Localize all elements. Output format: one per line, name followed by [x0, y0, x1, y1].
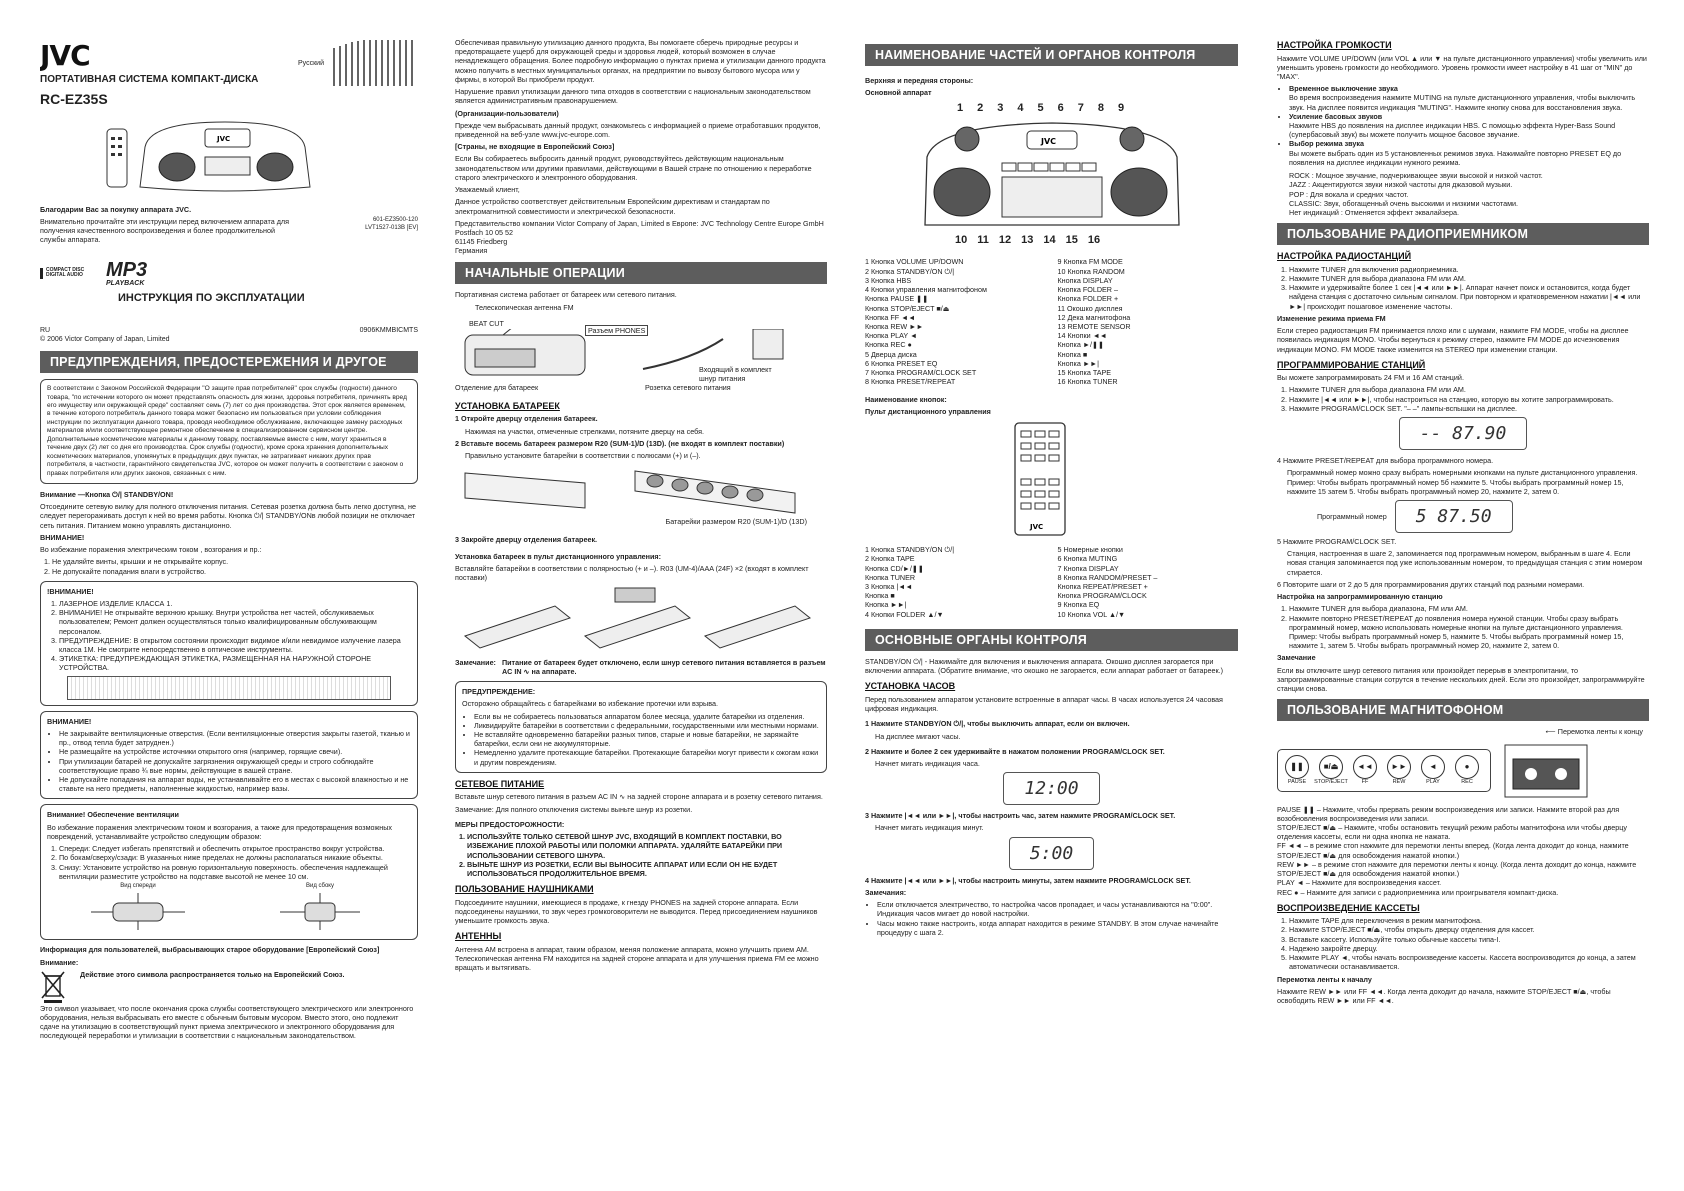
- tape-button-symbol: ◄: [1421, 755, 1445, 779]
- part-item: 6 Кнопка PRESET EQ: [865, 358, 938, 368]
- front-view-label: Вид спереди: [120, 882, 156, 889]
- remote-item: 1 Кнопка STANDBY/ON ⏻/|: [865, 545, 955, 555]
- preset-step-6: 6 Повторите шаги от 2 до 5 для программирования других станций под разными номерами.: [1277, 579, 1585, 589]
- battery-step-2-text: Правильно установите батарейки в соответствии с полюсами (+) и (–).: [465, 450, 701, 460]
- battery-install-heading: УСТАНОВКА БАТАРЕЕК: [455, 400, 560, 411]
- part-item: 15 Кнопка TAPE: [1057, 368, 1112, 378]
- representative-text: Представительство компании Victor Company of Japan, Limited в Европе: JVC Technology Centre Europe GmbH: [455, 218, 824, 228]
- tape-button-label: FF: [1361, 779, 1369, 786]
- caution-heading: ПРЕДУПРЕЖДЕНИЕ:: [462, 687, 536, 697]
- callout-numbers-bottom: [955, 233, 1100, 247]
- clock-step-4: 4 Нажмите |◄◄ или ►►|, чтобы настроить минуты, затем нажмите PROGRAM/CLOCK SET.: [865, 875, 1191, 885]
- mains-text: Вставьте шнур сетевого питания в разъем AC IN ∿ на задней стороне аппарата и в розетку сетевого питания.: [455, 792, 823, 802]
- tape-play-step: 5. Нажмите PLAY ◄, чтобы начать воспроизведение кассеты. Кассета воспроизводится до конца, а затем автоматически останавливается.: [1289, 953, 1649, 971]
- preset-step: 3. Нажмите PROGRAM/CLOCK SET. "– –" лампы-вспышки на дисплее.: [1289, 404, 1649, 413]
- precaution-item: 1. ИСПОЛЬЗУЙТЕ ТОЛЬКО СЕТЕВОЙ ШНУР JVC, ВХОДЯЩИЙ В КОМПЛЕКТ ПОСТАВКИ, ВО ИЗБЕЖАНИЕ ПЛОХОЙ РАБОТЫ ИЛИ ПОЛОМКИ АППАРАТА. УДАЛЯЙТЕ БАТАРЕЙКИ ПРИ ИСПОЛЬЗОВАНИИ СЕТЕВОГО ШНУРА.: [467, 832, 827, 860]
- tape-play-step: 2. Нажмите STOP/EJECT ■/⏏, чтобы открыть дверцу отделения для кассет.: [1289, 925, 1649, 934]
- tune-preset-step: 1. Нажмите TUNER для выбора диапазона, FM или AM.: [1289, 604, 1649, 613]
- callout-number: 16: [1087, 234, 1101, 247]
- volume-heading: НАСТРОЙКА ГРОМКОСТИ: [1277, 40, 1392, 50]
- main-unit-label: Основной аппарат: [865, 88, 932, 98]
- tape-button: [1418, 755, 1448, 786]
- part-item: Кнопка PAUSE ❚❚: [865, 294, 929, 304]
- mains-note: Замечание: Для полного отключения системы выньте шнур из розетки.: [455, 804, 693, 814]
- non-eu-heading: [Страны, не входящие в Европейский Союз]: [455, 142, 615, 152]
- ventilation-warning-box: [40, 711, 418, 800]
- clock-notes-heading: Замечания:: [865, 887, 907, 897]
- caution-text: Осторожно обращайтесь с батарейками во избежание протечки или взрыва.: [462, 699, 718, 709]
- remote-item: Кнопка TUNER: [865, 572, 916, 582]
- tape-button-symbol: ❚❚: [1285, 755, 1309, 779]
- section-header-radio: ПОЛЬЗОВАНИЕ РАДИОПРИЕМНИКОМ: [1277, 223, 1649, 245]
- laser-item: 2. ВНИМАНИЕ! Не открывайте верхнюю крышку. Внутри устройства нет частей, обслуживаемых пользователем; Ремонт должен осуществляться только квалифицированным обслуживающим персоналом.: [59, 608, 411, 636]
- volume-text: Нажмите VOLUME UP/DOWN (или VOL ▲ или ▼ на пульте дистанционного управления) чтобы увеличить или уменьшить уровень громкости до необходимого. Уровень громкости имеет настройку в 41 шаг от "MIN" до "MAX".: [1277, 53, 1647, 81]
- laser-item: 1. ЛАЗЕРНОЕ ИЗДЕЛИЕ КЛАССА 1.: [59, 599, 411, 608]
- standby-heading: Внимание —Кнопка ⏻/| STANDBY/ON!: [40, 489, 174, 499]
- tape-button-description: STOP/EJECT ■/⏏ – Нажмите, чтобы остановить текущий режим работы магнитофона или чтобы дверцу отделения кассеты, если ни одна кнопка не нажата.: [1277, 822, 1627, 842]
- attention-heading: ВНИМАНИЕ!: [40, 532, 85, 542]
- tape-button-symbol: ◄◄: [1353, 755, 1377, 779]
- tape-button-description: REW ►► – в режиме стоп нажмите для перемотки ленты к концу. (Когда лента доходит до конца, нажмите STOP/EJECT ■/⏏ для освобождения нажатой кнопки.): [1277, 859, 1637, 879]
- preset-number-label: Программный номер: [1317, 511, 1387, 521]
- clock-step-1: 1 Нажмите STANDBY/ON ⏻/|, чтобы выключить аппарат, если он включен.: [865, 719, 1130, 729]
- precautions-heading: МЕРЫ ПРЕДОСТОРОЖНОСТИ:: [455, 819, 565, 829]
- headphones-text: Подсоедините наушники, имеющиеся в продаже, к гнезду PHONES на задней стороне аппарата. Если подсоединены наушники, то звук через громкоговорители не выводится. Перед присоединением наушников уменьшите громкость звука.: [455, 897, 818, 926]
- laser-label-image: [67, 676, 391, 700]
- laser-item: 4. ЭТИКЕТКА: ПРЕДУПРЕЖДАЮЩАЯ ЭТИКЕТКА, РАЗМЕЩЕННАЯ НА НАРУЖНОЙ СТОРОНЕ УСТРОЙСТВА.: [59, 654, 411, 672]
- part-item: 2 Кнопка STANDBY/ON ⏻/|: [865, 266, 955, 276]
- tape-button-symbol: ►►: [1387, 755, 1411, 779]
- tape-deck-drawing: [1501, 741, 1591, 801]
- tape-button-symbol: ●: [1455, 755, 1479, 779]
- precaution-item: 2. ВЫНЬТЕ ШНУР ИЗ РОЗЕТКИ, ЕСЛИ ВЫ ВЫНОСИТЕ АППАРАТ ИЛИ ЕСЛИ ОН НЕ БУДЕТ ИСПОЛЬЗОВАТЬСЯ ПРОДОЛЖИТЕЛЬНОЕ ВРЕМЯ.: [467, 860, 827, 878]
- part-item: Кнопка ►►|: [1057, 358, 1099, 368]
- mp3-logo: MP3 PLAYBACK: [106, 258, 148, 288]
- remote-battery-heading: Установка батареек в пульт дистанционного управления:: [455, 551, 662, 561]
- caution-item: • Не вставляйте одновременно батарейки разных типов, старые и новые батарейки, не заряжайте батарейки, если они не аккумуляторные.: [474, 730, 820, 748]
- svg-text:JVC: JVC: [217, 134, 231, 143]
- battery-step-3: 3 Закройте дверцу отделения батареек.: [455, 534, 598, 544]
- part-item: 12 Дека магнитофона: [1057, 312, 1131, 322]
- clock-step-3-text: Начнет мигать индикация минут.: [875, 823, 984, 833]
- eq-mode-item: ROCK : Мощное звучание, подчеркивающее звуки высокой и низкой частот.: [1289, 171, 1543, 181]
- remote-item: Кнопка REPEAT/PRESET +: [1057, 582, 1148, 592]
- print-code: 0906KMMBICMTS: [359, 327, 418, 335]
- mute-heading: Временное выключение звука: [1289, 84, 1398, 94]
- attention-item: 1. Не удаляйте винты, крышки и не открывайте корпус.: [52, 557, 418, 566]
- language-label: Русский: [298, 60, 324, 67]
- part-item: 8 Кнопка PRESET/REPEAT: [865, 377, 956, 387]
- presetting-heading: ПРОГРАММИРОВАНИЕ СТАНЦИЙ: [1277, 359, 1426, 370]
- battery-step-1-text: Нажимая на участки, отмеченные стрелками, потяните дверцу на себя.: [465, 426, 704, 436]
- tape-play-step: 3. Вставьте кассету. Используйте только обычные кассеты типа-I.: [1289, 935, 1649, 944]
- clock-intro: Перед пользованием аппаратом установите встроенные в аппарат часы. В часах используется 24 часовая цифровая индикация.: [865, 694, 1223, 714]
- tuning-step: 2. Нажмите TUNER для выбора диапазона FM или AM.: [1289, 274, 1649, 283]
- clock-display-minute: 5:00: [1009, 837, 1094, 870]
- remote-item: 7 Кнопка DISPLAY: [1057, 563, 1119, 573]
- copyright: © 2006 Victor Company of Japan, Limited: [40, 336, 170, 344]
- org-heading: (Организации-пользователи): [455, 108, 559, 118]
- battery-step-2: 2 Вставьте восемь батареек размером R20 (SUM-1)/D (13D). (не входят в комплект поставки): [455, 438, 785, 448]
- battery-caution-box: [455, 681, 827, 773]
- laser-heading: !ВНИМАНИЕ!: [47, 586, 94, 596]
- part-item: 10 Кнопка RANDOM: [1057, 266, 1125, 276]
- callout-number: 1: [957, 102, 964, 115]
- address-line: Германия: [455, 246, 488, 256]
- remote-item: 5 Номерные кнопки: [1057, 545, 1123, 555]
- radio-note-heading: Замечание: [1277, 653, 1316, 663]
- rewind-label: ⟵ Перемотка ленты к концу: [1545, 727, 1643, 737]
- hbs-text: Нажмите HBS до появления на дисплее индикации HBS. С помощью эффекта Hyper-Bass Sound (супербасовый звук) вы можете получить мощное басовое звучание.: [1289, 121, 1616, 140]
- laser-item: 3. ПРЕДУПРЕЖДЕНИЕ: В открытом состоянии происходит видимое и/или невидимое излучение лазера класса 1М. Не смотрите непосредственно в оптические инструменты.: [59, 636, 411, 654]
- part-item: Кнопка FOLDER –: [1057, 285, 1118, 295]
- service-life-box: [40, 379, 418, 484]
- parts-list-left: [865, 257, 1046, 386]
- remote-battery-text: Вставляйте батарейки в соответствии с полярностью (+ и –). R03 (UM-4)/AAA (24F) ×2 (входят в комплект поставки): [455, 564, 809, 583]
- callout-number: 2: [977, 102, 984, 115]
- standby-text: Отсоедините сетевую вилку для полного отключения питания. Сетевая розетка должна быть легко доступна, не следует перегораживать доступ к ней во время работы. Кнопка ⏻/| STANDBY/ONв любой позиции не отключает сеть питания. Питанием можно управлять дистанционно.: [40, 502, 416, 530]
- remote-item: 4 Кнопки FOLDER ▲/▼: [865, 609, 944, 619]
- svg-text:JVC: JVC: [1030, 522, 1044, 531]
- beat-cut-label: BEAT CUT: [469, 318, 504, 328]
- vent-item: • Не допускайте попадания на аппарат воды, не устанавливайте его в местах с высокой влажностью и не ставьте на него предметы, наполненные жидкостью, например вазы.: [59, 775, 411, 793]
- section-header-tape: ПОЛЬЗОВАНИЕ МАГНИТОФОНОМ: [1277, 699, 1649, 721]
- callout-number: 7: [1077, 102, 1084, 115]
- hbs-heading: Усиление басовых звуков: [1289, 111, 1383, 121]
- power-cord-label: Входящий в комплект шнур питания: [699, 364, 772, 384]
- tape-controls-panel: [1277, 749, 1491, 792]
- model-number: RC-EZ35S: [40, 90, 108, 107]
- section-header-warnings: ПРЕДУПРЕЖДЕНИЯ, ПРЕДОСТЕРЕЖЕНИЯ И ДРУГОЕ: [40, 351, 418, 373]
- eq-mode-item: POP : Для вокала и средних частот.: [1289, 189, 1409, 199]
- preset-step: 2. Нажмите |◄◄ или ►►|, чтобы настроиться на станцию, которую вы хотите запрограммировать.: [1289, 395, 1649, 404]
- preset-step-4: 4 Нажмите PRESET/REPEAT для выбора программного номера.: [1277, 456, 1494, 466]
- preset-step-5: 5 Нажмите PROGRAM/CLOCK SET.: [1277, 537, 1397, 547]
- laser-warning-box: [40, 581, 418, 706]
- button-names-label: Наименование кнопок:: [865, 394, 947, 404]
- radio-note-text: Если вы отключите шнур сетевого питания или произойдет перерыв в электропитании, то запрограммированные станции сотрутся в течение нескольких дней. Если это произойдет, запрограммируйте станции снова.: [1277, 665, 1645, 694]
- tune-preset-heading: Настройка на запрограммированную станцию: [1277, 592, 1443, 602]
- part-item: Кнопка STOP/EJECT ■/⏏: [865, 303, 950, 313]
- side-view-diagram: [265, 891, 375, 931]
- vent-heading: ВНИМАНИЕ!: [47, 716, 92, 726]
- fm-mode-text: Если стерео радиостанция FM принимается плохо или с шумами, нажмите FM MODE, чтобы на дисплее появилась индикация MONO. Чтобы вернуться к режиму стерео, нажмите FM MODE до исчезновения индикации MONO. FM MODE также изменится на STEREO при изменении станции.: [1277, 326, 1629, 354]
- battery-size-label: Батарейки размером R20 (SUM-1)/D (13D): [665, 517, 807, 527]
- address-line: 61145 Friedberg: [455, 237, 508, 247]
- callout-number: 3: [997, 102, 1004, 115]
- vent-item: • При утилизации батарей не допускайте загрязнения окружающей среды и строго соблюдайте соответствующие право ¾ вые нормы, действующие в вашей стране.: [59, 757, 411, 775]
- clock-setting-heading: УСТАНОВКА ЧАСОВ: [865, 681, 956, 692]
- part-item: Кнопка REC ●: [865, 340, 912, 350]
- column-2: [455, 38, 827, 1171]
- rewind-text: Нажмите REW ►► или FF ◄◄. Когда лента доходит до начала, нажмите STOP/EJECT ■/⏏, чтобы освободить REW ►► или FF ◄◄.: [1277, 986, 1611, 1005]
- remote-item: 9 Кнопка EQ: [1057, 600, 1100, 610]
- caution-item: • Если вы не собираетесь пользоваться аппаратом более месяца, удалите батарейки из отделения.: [474, 712, 820, 721]
- dear-customer: Уважаемый клиент,: [455, 185, 520, 195]
- remote-item: 6 Кнопка MUTING: [1057, 554, 1118, 564]
- preset-step-4-text: Программный номер можно сразу выбрать номерными кнопками на пульте дистанционного управления. Пример: Чтобы выбрать программный номер 5б нажмите 5. Чтобы выбрать программный номер 15, нажмите 15 затем 5. Чтобы выбрать программный номер 20, нажмите 2, затем 0.: [1287, 468, 1638, 496]
- ventilation-setup-box: [40, 804, 418, 940]
- disposal-text: Это символ указывает, что после окончания срока службы соответствующего электрического или электронного оборудования, нельзя выбрасывать его вместе с обычным бытовым мусором. Вместо этого, оно подлежит сдаче на утилизацию в соответствующий пункт приема электрического и электронного оборудования для последующей переработки и утилизации в соответствии с национальным законодательством.: [40, 1003, 414, 1041]
- rewind-heading: Перемотка ленты к началу: [1277, 974, 1372, 984]
- callout-number: 6: [1057, 102, 1064, 115]
- front-view-diagram: [83, 891, 193, 931]
- callout-number: 12: [998, 234, 1012, 247]
- vent2-item: 1. Спереди: Следует избегать препятствий и обеспечить открытое пространство вокруг устройства.: [59, 844, 411, 853]
- remote-item: 8 Кнопка RANDOM/PRESET –: [1057, 572, 1158, 582]
- clock-step-2: 2 Нажмите и более 2 сек удерживайте в нажатом положении PROGRAM/CLOCK SET.: [865, 746, 1165, 756]
- tape-button-symbol: ■/⏏: [1319, 755, 1343, 779]
- eq-mode-item: Нет индикаций : Отменяется эффект эквалайзера.: [1289, 208, 1459, 218]
- non-eu-text: Если Вы собираетесь выбросить данный продукт, руководствуйтесь действующим национальным законодательством или другими правилами, действующими в Вашей стране по отношению к переработке старого электрического и электронного оборудования.: [455, 154, 812, 182]
- phones-jack-label: Разъем PHONES: [585, 325, 648, 336]
- tape-button-description: REC ● – Нажмите для записи с радиоприемника или проигрывателя компакт-диска.: [1277, 887, 1559, 897]
- catalog-code-2: LVT1527-013B [EV]: [365, 224, 418, 231]
- violation-text: Нарушение правил утилизации данного типа отходов в соответствии с национальным законодательством является административным правонарушением.: [455, 87, 811, 106]
- note-label: Замечание:: [455, 657, 496, 667]
- remote-item: 2 Кнопка TAPE: [865, 554, 915, 564]
- note-text: Питание от батареек будет отключено, если шнур сетевого питания вставляется в разъем AC IN ∿ на аппарате.: [501, 657, 826, 676]
- caution-item: • Ликвидируйте батарейки в соответствии с федеральными, государственными или местными нормами.: [474, 721, 820, 730]
- callout-number: 5: [1037, 102, 1044, 115]
- attention-text: Во избежание поражения электрическим током , возгорания и пр.:: [40, 545, 262, 555]
- clock-step-1-text: На дисплее мигают часы.: [875, 731, 961, 741]
- clock-display-hour: 12:00: [1003, 772, 1099, 805]
- remote-item: Кнопка PROGRAM/CLOCK: [1057, 591, 1147, 601]
- tape-play-heading: ВОСПРОИЗВЕДЕНИЕ КАССЕТЫ: [1277, 902, 1420, 913]
- side-view-label: Вид сбоку: [306, 882, 334, 889]
- callout-numbers-top: [957, 101, 1124, 115]
- part-item: Кнопка PLAY ◄: [865, 331, 918, 341]
- callout-number: 8: [1097, 102, 1104, 115]
- part-item: Кнопка ►/❚❚: [1057, 340, 1104, 350]
- remote-item: Кнопка CD/►/❚❚: [865, 563, 924, 573]
- remote-item: 3 Кнопка |◄◄: [865, 582, 913, 592]
- jvc-logo: JVC: [40, 39, 90, 72]
- part-item: 9 Кнопка FM MODE: [1057, 257, 1123, 267]
- tape-button-label: STOP/EJECT: [1314, 779, 1348, 786]
- part-item: 7 Кнопка PROGRAM/CLOCK SET: [865, 368, 977, 378]
- tuner-display: -- 87.90: [1399, 417, 1528, 450]
- tape-button-description: FF ◄◄ – в режиме стоп нажмите для перемотки ленты вперед. (Когда лента доходит до конца, нажмите STOP/EJECT ■/⏏ для освобождения нажатой кнопки.): [1277, 841, 1629, 860]
- preset-display: 5 87.50: [1395, 500, 1513, 533]
- tape-button-description: PAUSE ❚❚ – Нажмите, чтобы прервать режим воспроизведения или записи. Нажмите второй раз для возобновления воспроизведения или записи.: [1277, 804, 1620, 823]
- callout-number: 11: [977, 234, 989, 247]
- column-3: [865, 38, 1238, 1171]
- part-item: Кнопка FOLDER +: [1057, 294, 1119, 304]
- part-item: 1 Кнопка VOLUME UP/DOWN: [865, 257, 964, 267]
- fm-antenna-label: Телескопическая антенна FM: [475, 302, 574, 312]
- preset-step-5-text: Станция, настроенная в шаге 2, запоминается под программным номером, выбранным в шаге 4. Если новая станция запоминается под уже использованным номером, то предыдущая станция с этим номером стирается.: [1287, 549, 1643, 577]
- tuning-heading: НАСТРОЙКА РАДИОСТАНЦИЙ: [1277, 251, 1412, 262]
- tune-preset-step: 2. Нажмите повторно PRESET/REPEAT до появления номера нужной станции. Чтобы сразу выбрать программный номер, можно использовать номерные кнопки на пульте дистанционного управления. Пример: Чтобы выбрать программный номер 5, нажмите 5. Чтобы выбрать программный номер 15, нажмите 1, затем 5. Чтобы выбрать программный номер 20, нажмите 2, затем 0.: [1289, 614, 1649, 651]
- sound-mode-text: Вы можете выбрать один из 5 установленных режимов звука. Нажимайте повторно PRESET EQ до появления на дисплее индикации нужного режима.: [1289, 148, 1622, 167]
- clock-step-3: 3 Нажмите |◄◄ или ►►|, чтобы настроить час, затем нажмите PROGRAM/CLOCK SET.: [865, 811, 1176, 821]
- standby-description: STANDBY/ON ⏻/| - Нажимайте для включения и выключения аппарата. Окошко дисплея загорается при включении аппарата. (Обратите внимание, что окошко не загорается, если аппарат работает от батареек.): [865, 656, 1224, 676]
- vent2-heading: Внимание! Обеспечение вентиляции: [47, 810, 179, 820]
- clock-note: • Если отключается электричество, то настройка часов пропадает, и часы устанавливаются на "0:00". Индикация часов мигает до новой настройки.: [877, 900, 1238, 918]
- conformity-text: Данное устройство соответствует действительным Европейским директивам и стандартам по электромагнитной совместимости и электрической безопасности.: [455, 197, 770, 216]
- intro-text: Внимательно прочитайте эти инструкции перед включением аппарата для получения качественного воспроизведения и более продолжительной службы аппарата.: [40, 216, 289, 245]
- caution-item: • Немедленно удалите протекающие батарейки. Протекающие батарейки могут привести к ожогам кожи и другим повреждениям.: [474, 748, 820, 766]
- battery-compartment-label: Отделение для батареек: [455, 382, 539, 392]
- tape-button: [1282, 755, 1312, 786]
- product-title: ПОРТАТИВНАЯ СИСТЕМА КОМПАКТ-ДИСКА: [40, 73, 259, 85]
- part-item: Кнопка ■: [1057, 349, 1088, 359]
- clock-note: • Часы можно также настроить, когда аппарат находится в режиме STANDBY. В этом случае начинайте процедуру с шага 2.: [877, 919, 1238, 937]
- tape-button: [1316, 755, 1346, 786]
- part-item: 11 Окошко дисплея: [1057, 303, 1123, 313]
- tape-button-label: PAUSE: [1287, 779, 1307, 786]
- tape-button: [1350, 755, 1380, 786]
- sound-mode-heading: Выбор режима звука: [1289, 139, 1364, 149]
- parts-list-right: [1058, 257, 1239, 386]
- callout-number: 15: [1065, 234, 1078, 247]
- remote-list-left: [865, 545, 1046, 619]
- remote-control-drawing: [985, 419, 1105, 539]
- remote-battery-drawing: [455, 586, 815, 656]
- remote-control-label: Пульт дистанционного управления: [865, 406, 991, 416]
- battery-step-1: 1 Откройте дверцу отделения батареек.: [455, 414, 598, 424]
- address-line: Postfach 10 05 52: [455, 227, 513, 237]
- tape-play-step: 1. Нажмите TAPE для переключения в режим магнитофона.: [1289, 916, 1649, 925]
- remote-item: Кнопка ■: [865, 591, 895, 601]
- tape-button: [1384, 755, 1414, 786]
- antennas-text: Антенна AM встроена в аппарат, таким образом, меняя положение аппарата, можно улучшить прием AM. Телескопическая антенна FM находится на задней стороне аппарата и для улучшения приема FM ее можно вращать и вытягивать.: [455, 944, 819, 973]
- compact-disc-logo: COMPACT DISC DIGITAL AUDIO: [40, 268, 92, 279]
- column-4: [1277, 38, 1649, 1171]
- preset-step: 1. Нажмите TUNER для выбора диапазона FM или AM.: [1289, 385, 1649, 394]
- eq-mode-item: JAZZ : Акцентируются звуки низкой частоты для джазовой музыки.: [1289, 180, 1513, 190]
- callout-number: 10: [955, 234, 968, 247]
- tape-button-descriptions: [1277, 805, 1649, 897]
- tape-button-label: REC: [1461, 779, 1473, 786]
- part-item: 13 REMOTE SENSOR: [1057, 321, 1131, 331]
- battery-insertion-drawing: [455, 463, 815, 515]
- tuning-step: 3. Нажмите и удерживайте более 1 сек |◄◄ или ►►|. Аппарат начнет поиск и остановится, когда будет найдена станция с достаточно сильным сигналом. При повторном и кратковременном нажатии |◄◄ или ►►| происходит пошаговое изменение частоты.: [1289, 283, 1649, 311]
- part-item: Кнопка FF ◄◄: [865, 312, 916, 322]
- part-item: 4 Кнопки управления магнитофоном: [865, 285, 987, 295]
- clock-step-2-text: Начнет мигать индикация часа.: [875, 758, 980, 768]
- part-item: Кнопка DISPLAY: [1057, 275, 1113, 285]
- section-header-getting-started: НАЧАЛЬНЫЕ ОПЕРАЦИИ: [455, 262, 827, 284]
- presetting-text: Вы можете запрограммировать 24 FM и 16 AM станций.: [1277, 373, 1464, 383]
- part-item: 14 Кнопки ◄◄: [1057, 331, 1107, 341]
- boombox-illustration: [105, 117, 335, 197]
- attention-item: 2. Не допускайте попадания влаги в устройство.: [52, 567, 418, 576]
- antennas-heading: АНТЕННЫ: [455, 931, 502, 942]
- tuning-step: 1. Нажмите TUNER для включения радиоприемника.: [1289, 265, 1649, 274]
- mains-heading: СЕТЕВОЕ ПИТАНИЕ: [455, 778, 545, 789]
- power-source-text: Портативная система работает от батареек или сетевого питания.: [455, 289, 677, 299]
- catalog-code-1: 601-EZ3500-120: [372, 216, 418, 223]
- callout-number: 4: [1017, 102, 1024, 115]
- column-1: [40, 38, 418, 1171]
- remote-item: 10 Кнопка VOL ▲/▼: [1057, 609, 1126, 619]
- fm-mode-heading: Изменение режима приема FM: [1277, 313, 1386, 323]
- part-item: 16 Кнопка TUNER: [1057, 377, 1118, 387]
- remote-list-right: [1058, 545, 1239, 619]
- vent2-item: 3. Снизу: Установите устройство на ровную горизонтальную поверхность. обеспечения надлежащей вентиляции разместите устройство на подставке высотой не менее 10 см.: [59, 863, 411, 881]
- callout-number: 14: [1043, 234, 1056, 247]
- manual-title: ИНСТРУКЦИЯ ПО ЭКСПЛУАТАЦИИ: [118, 292, 305, 305]
- part-item: Кнопка REW ►►: [865, 321, 924, 331]
- main-unit-figure: [865, 101, 1238, 251]
- vent2-text: Во избежание поражения электрическим током и возгорания, а также для предотвращения возможных повреждений, устанавливайте устройство следующим образом:: [47, 822, 392, 841]
- svg-text:JVC: JVC: [1041, 137, 1057, 147]
- vent-item: • Не закрывайте вентиляционные отверстия. (Если вентиляционные отверстия закрыты газетой, тканью и пр., отвод тепла будет затруднен.): [59, 729, 411, 747]
- crossed-bin-icon: [40, 970, 66, 1004]
- recycling-text: Обеспечивая правильную утилизацию данного продукта, Вы помогаете сберечь природные ресурсы и предотвращаете ущерб для окружающей среды и здоровья людей, который возможен в случае ненадлежащего обращения. Более подробную информацию о пунктах приема и утилизации данного продукта можно получить в местных муниципальных органах, на предприятии по вывозу бытового мусора или у фирмы, в которой Вы приобрели продукт.: [455, 38, 826, 84]
- thanks-text: Благодарим Вас за покупку аппарата JVC.: [40, 204, 192, 214]
- disposal-attention: Внимание:: [40, 957, 79, 967]
- service-life-text: В соответствии с Законом Российской Федерации "О защите прав потребителей" срок службы (годности) данного товара, "по истечении которого он может представлять опасность для жизни, здоровья потребителя, причинять вред его имуществу или окружающей среде" составляет семь (7) лет со дня производства. Этот срок является временем, в течение которого потребитель данного товара может безопасно им пользоваться при условии соблюдения инструкции по эксплуатации данного товара, проводя необходимое обслуживание, включающее замену расходных материалов и/или соответствующее ремонтное обеспечение в специализированном сервисном центре. Дополнительные косметические материалы к данному товару, поставляемые вместе с ним, могут храниться в течение двух (2) лет со дня его производства. Срок службы (годности), кроме срока хранения дополнительных косметических материалов, упомянутых в предыдущих двух пунктах, не затрагивает никаких других прав потребителя, в частности, гарантийного свидетельства JVC, которое он может получить в соответствии с законом о правах потребителя или других законов, связанных с ним.: [47, 385, 407, 477]
- tape-button-label: REW: [1392, 779, 1406, 786]
- vent2-item: 2. По бокам/сверху/сзади: В указанных ниже пределах не должны располагаться никакие объекты.: [59, 853, 411, 862]
- eq-mode-item: CLASSIC: Звук, обогащенный очень высокими и низкими частотами.: [1289, 198, 1519, 208]
- org-text: Прежде чем выбрасывать данный продукт, ознакомьтесь с информацией о приеме отработавших продуктов, приведенной на веб-узле www.jvc-europe.com.: [455, 120, 821, 139]
- section-header-parts: НАИМЕНОВАНИЕ ЧАСТЕЙ И ОРГАНОВ КОНТРОЛЯ: [865, 44, 1238, 66]
- part-item: 3 Кнопка HBS: [865, 275, 912, 285]
- remote-item: Кнопка ►►|: [865, 600, 907, 610]
- region-code: RU: [40, 327, 51, 335]
- callout-number: 9: [1118, 102, 1125, 115]
- tape-play-step: 4. Надежно закройте дверцу.: [1289, 944, 1649, 953]
- stripes-graphic: [330, 38, 418, 88]
- boombox-front-drawing: [917, 117, 1187, 229]
- part-item: 5 Дверца диска: [865, 349, 917, 359]
- headphones-heading: ПОЛЬЗОВАНИЕ НАУШНИКАМИ: [455, 884, 594, 895]
- section-header-basic-controls: ОСНОВНЫЕ ОРГАНЫ КОНТРОЛЯ: [865, 629, 1238, 651]
- eu-only-text: Действие этого символа распространяется только на Европейский Союз.: [80, 969, 345, 979]
- vent-item: • Не размещайте на устройстве источники открытого огня (например, горящие свечи).: [59, 747, 411, 756]
- callout-number: 13: [1021, 234, 1034, 247]
- top-front-label: Верхняя и передняя стороны:: [865, 76, 974, 85]
- tape-button-description: PLAY ◄ – Нажмите для воспроизведения кассет.: [1277, 878, 1442, 888]
- tape-button-label: PLAY: [1426, 779, 1440, 786]
- disposal-heading: Информация для пользователей, выбрасывающих старое оборудование [Европейский Союз]: [40, 945, 380, 955]
- ac-outlet-label: Розетка сетевого питания: [645, 382, 731, 392]
- rear-panel-figure: [455, 303, 827, 395]
- tape-button: [1452, 755, 1482, 786]
- mute-text: Во время воспроизведения нажмите MUTING на пульте дистанционного управления, чтобы выключить звук. На дисплее появится индикация "MUTING". Нажмите кнопку снова для восстановления звука.: [1289, 93, 1636, 112]
